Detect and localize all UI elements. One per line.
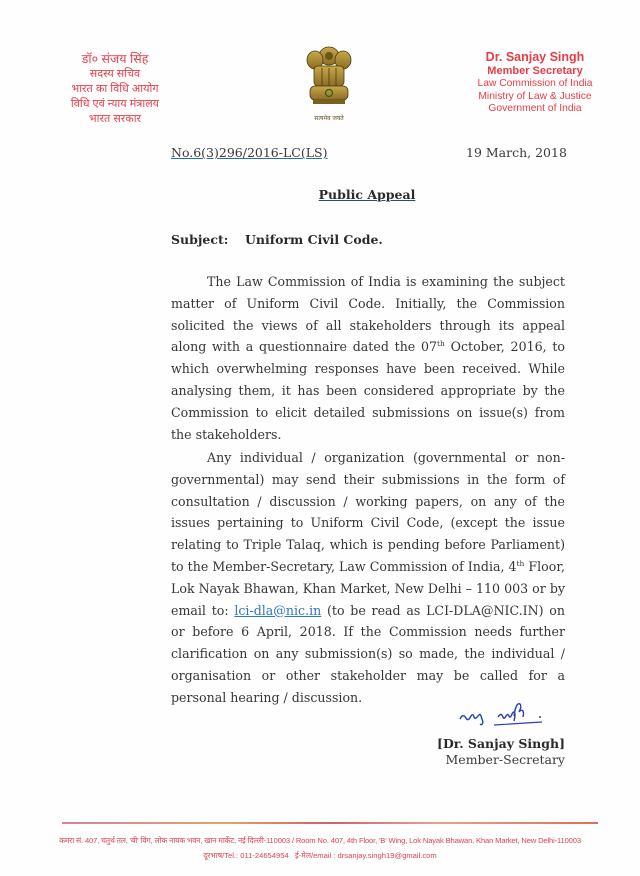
- paragraph-2: [171, 447, 565, 709]
- reference-number: No.6(3)296/2016-LC(LS): [171, 145, 328, 160]
- subject-line: [171, 232, 383, 247]
- paragraph-1-text-b: October, 2016, to which overwhelming responses have been received. While analysing them, it has been considered appropriate by the Commission to elicit detailed submissions on issue(s) from the stakeholders.: [171, 339, 565, 442]
- footer-contact: [0, 851, 640, 861]
- hindi-government: भारत सरकार: [88, 113, 142, 125]
- paragraph-1-text-a: The Law Commission of India is examining the subject matter of Uniform Civil Code. Initially, the Commission solicited the views of all stakeholders through its appeal along with a questionnaire dated the 07: [171, 274, 565, 355]
- subject-text: Uniform Civil Code.: [245, 232, 383, 247]
- footer-email: ई-मेल/email : drsanjay.singh19@gmail.com: [295, 851, 437, 860]
- footer-address: [0, 836, 640, 846]
- letterhead-hindi: [40, 52, 190, 127]
- signatory-name: [Dr. Sanjay Singh]: [437, 736, 565, 751]
- footer-separator: /: [289, 836, 296, 845]
- letter-date: 19 March, 2018: [466, 145, 567, 160]
- signatory-designation: Member-Secretary: [445, 752, 565, 767]
- document-title: Public Appeal: [318, 187, 416, 202]
- letterhead-english: [455, 50, 615, 116]
- footer-address-english: Room No. 407, 4th Floor, 'B' Wing, Lok Nayak Bhawan, Khan Market, New Delhi-110003: [295, 836, 581, 845]
- paragraph-2-text-b: Floor, Lok Nayak Bhawan, Khan Market, New Delhi – 110 003 or by email to:: [171, 558, 565, 618]
- english-government: Government of India: [488, 103, 582, 114]
- english-designation: Member Secretary: [487, 65, 583, 77]
- hindi-organization: भारत का विधि आयोग: [71, 83, 159, 95]
- ordinal-suffix: th: [516, 558, 525, 568]
- footer-divider: [62, 822, 598, 824]
- footer-phone: दूरभाष/Tel.: 011-24654954: [203, 851, 289, 860]
- subject-label: Subject:: [171, 232, 229, 247]
- handwritten-signature: [456, 699, 556, 729]
- english-organization: Law Commission of India: [477, 78, 593, 89]
- english-ministry: Ministry of Law & Justice: [478, 90, 592, 102]
- hindi-designation: सदस्य सचिव: [89, 68, 141, 80]
- paragraph-2-text-a: Any individual / organization (governmental or non-governmental) may send their submissions in the form of consultation / discussion / working papers, on any of the issues pertaining to Uniform Civil Code, (except the issue relating to Triple Talaq, which is pending before Parliament) to the Member-Secretary, Law Commission of India, 4: [171, 450, 565, 574]
- email-link[interactable]: lci-dla@nic.in: [234, 602, 322, 618]
- footer-address-hindi: कमरा सं. 407, चतुर्थ तल, 'बी' विंग, लोक नायक भवन, खान मार्केट, नई दिल्ली-110003: [59, 836, 290, 845]
- paragraph-2-text-c: (to be read as LCI-DLA@NIC.IN) on or before 6 April, 2018. If the Commission needs further clarification on any submission(s) so made, the individual / organisation or other stakeholder may be called for a personal hearing / discussion.: [171, 602, 565, 705]
- hindi-name: डॉ० संजय सिंह: [81, 52, 149, 66]
- national-emblem-icon: [298, 42, 360, 112]
- emblem-motto: सत्यमेव जयते: [314, 115, 344, 122]
- ordinal-suffix: th: [437, 339, 445, 349]
- hindi-ministry: विधि एवं न्याय मंत्रालय: [70, 98, 160, 110]
- paragraph-1: [171, 271, 565, 445]
- english-name: Dr. Sanjay Singh: [485, 50, 585, 64]
